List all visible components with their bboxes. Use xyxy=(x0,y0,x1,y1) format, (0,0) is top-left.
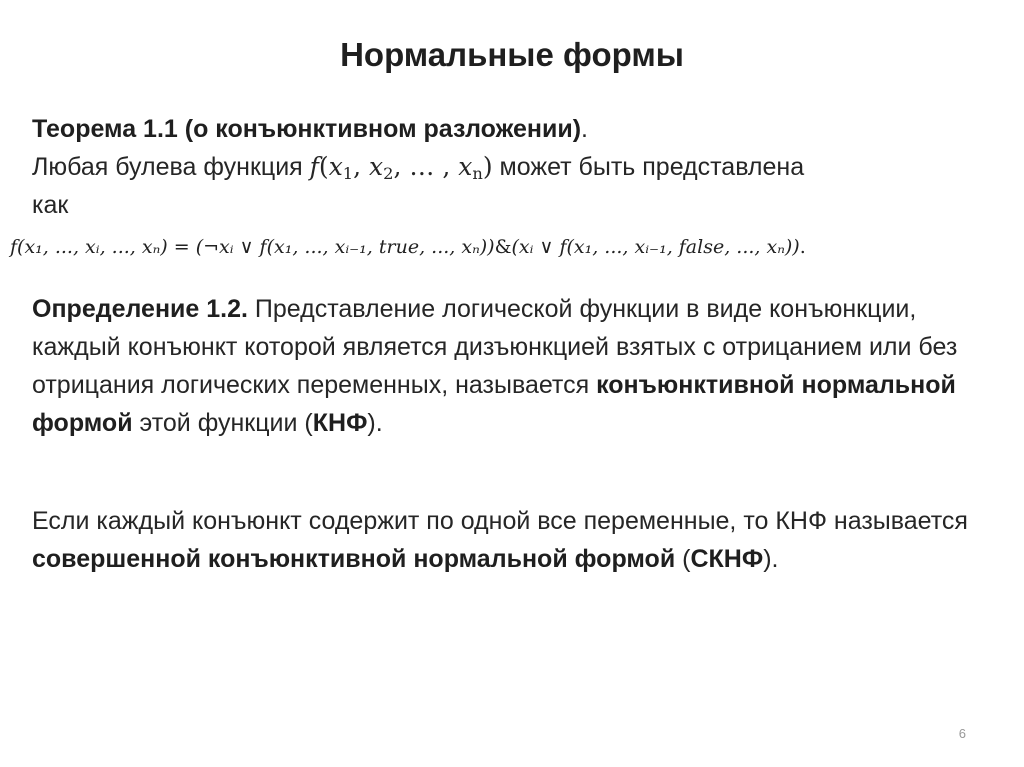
formula-eq: = xyxy=(167,236,196,258)
definition-term: конъюнктивной нормальной формой xyxy=(32,371,956,437)
definition-abbr: КНФ xyxy=(312,409,368,437)
formula-part2: (xᵢ ∨ f(x₁, ..., xᵢ₋₁, false, ..., xₙ)) xyxy=(511,236,800,258)
extra-text2: ( xyxy=(675,545,691,573)
extra-text1: Если каждый конъюнкт содержит по одной все переменные, то КНФ называется xyxy=(32,507,968,535)
arg-ellipsis: … xyxy=(409,152,435,181)
extra-term: совершенной конъюнктивной нормальной формой xyxy=(32,545,676,573)
formula-lhs: f(x₁, ..., xᵢ, ..., xₙ) xyxy=(10,236,168,258)
theorem-text-line3: как xyxy=(32,191,69,219)
definition-text1: Представление логической функции в виде конъюнкции, каждый конъюнкт которой является дизъюнкцией взятых с отрицанием или без отрицания логических переменных, называется xyxy=(32,295,958,399)
theorem-block xyxy=(32,110,1002,224)
arg-x2-sub: 2 xyxy=(383,164,394,183)
page-number: 6 xyxy=(958,726,966,741)
perfect-cnf-block xyxy=(32,502,1002,578)
page-title: Нормальные формы xyxy=(340,36,684,73)
formula-part1: (¬xᵢ ∨ f(x₁, ..., xᵢ₋₁, true, ..., xₙ)) xyxy=(195,236,495,258)
theorem-heading-end: . xyxy=(581,115,588,143)
definition-text2: этой функции ( xyxy=(132,409,313,437)
theorem-heading-line xyxy=(32,110,1002,148)
extra-abbr: СКНФ xyxy=(690,545,764,573)
function-symbol: f xyxy=(309,152,319,181)
arg-x1-sub: 1 xyxy=(342,164,354,183)
formula-and: & xyxy=(494,236,512,258)
arg-x2: x xyxy=(369,152,384,181)
decomposition-formula xyxy=(10,236,1015,258)
definition-heading: Определение 1.2. xyxy=(32,295,248,323)
extra-text3: ). xyxy=(763,545,779,573)
arg-x1: x xyxy=(328,152,343,181)
arg-xn-sub: n xyxy=(472,164,483,183)
theorem-heading: Теорема 1.1 (о конъюнктивном разложении) xyxy=(32,115,582,143)
theorem-text-before: Любая булева функция xyxy=(32,153,310,181)
formula-end: . xyxy=(799,236,806,258)
definition-block xyxy=(32,290,1002,442)
theorem-function-expression: $f(x_1$, $x_2$, … , $x_n$) xyxy=(309,152,493,183)
arg-xn: x xyxy=(458,152,473,181)
theorem-text-after: может быть представлена xyxy=(492,153,805,181)
theorem-statement xyxy=(32,148,1002,186)
definition-text3: ). xyxy=(367,409,383,437)
